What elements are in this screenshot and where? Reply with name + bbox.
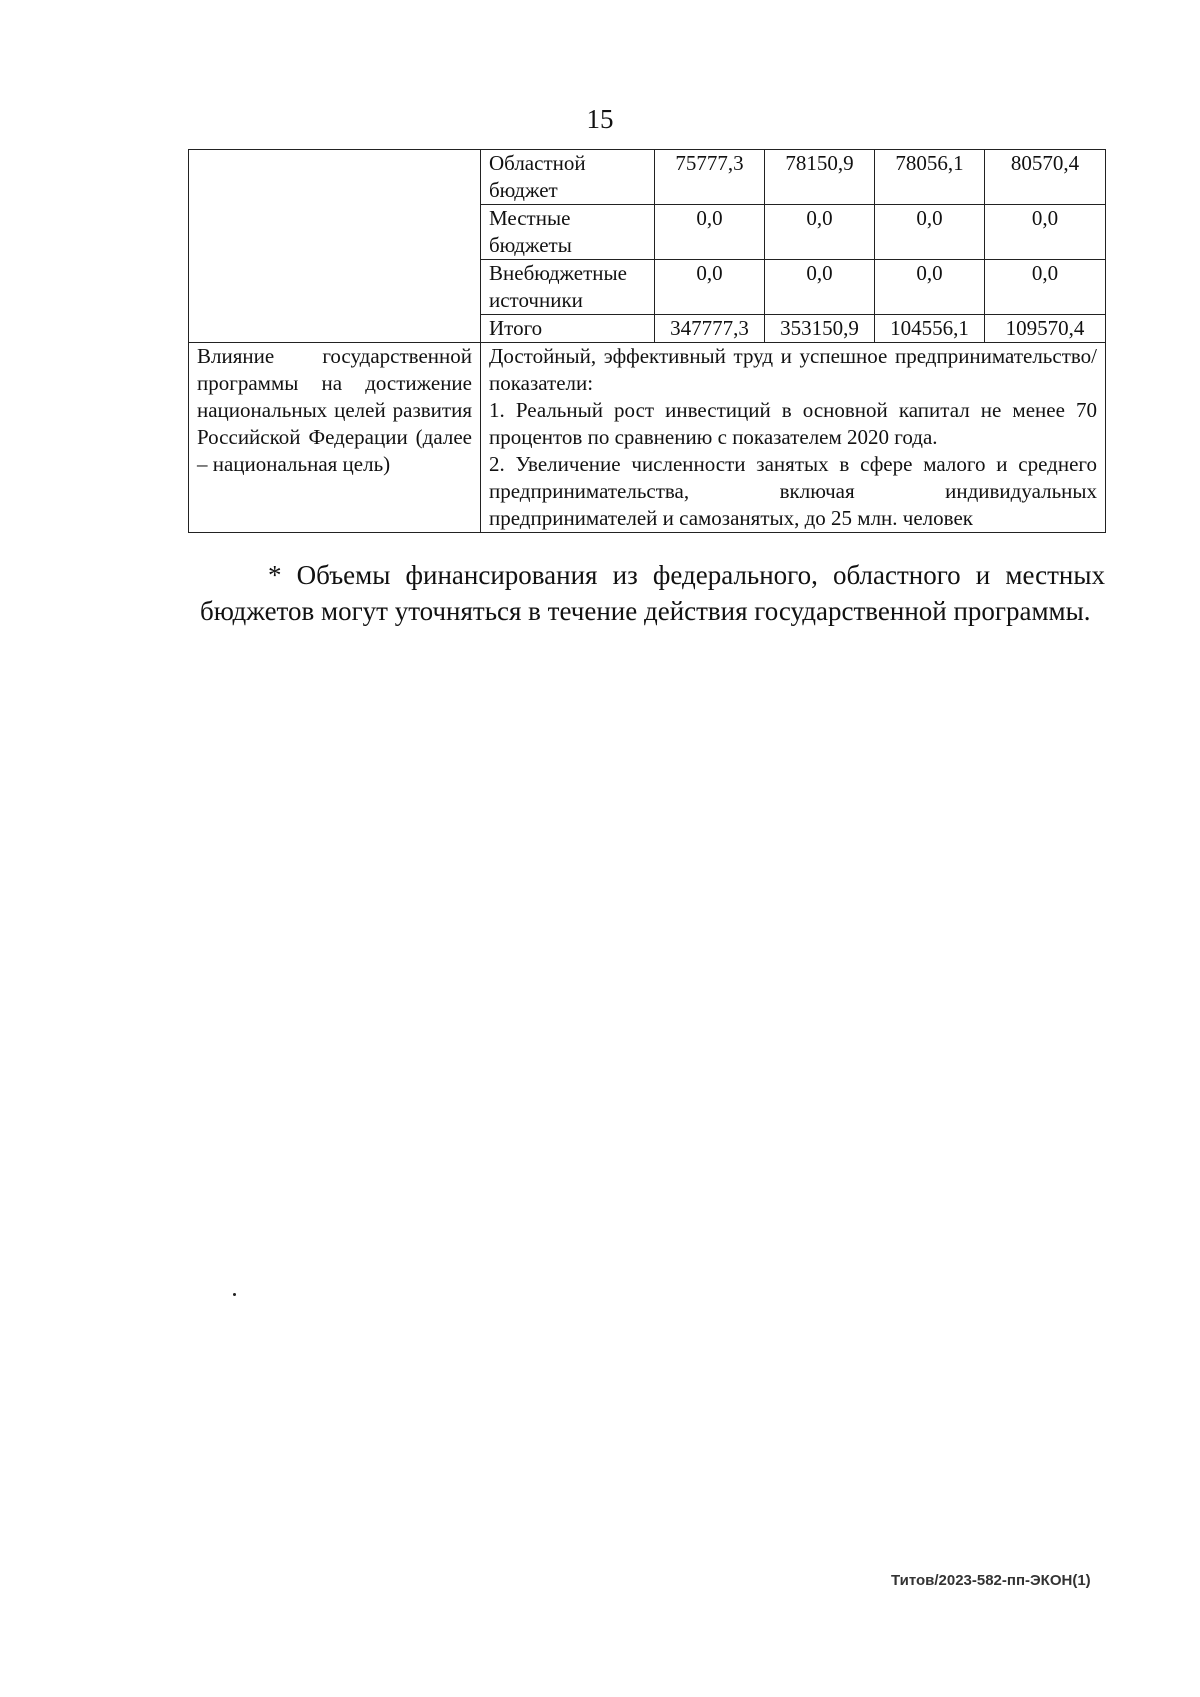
value-cell: 78150,9 [765,150,875,205]
source-label: Итого [481,315,655,343]
impact-description [481,343,1106,533]
impact-label: Влияние государственной программы на достижение национальных целей развития Российской Федерации (далее – национальная цель) [189,343,481,533]
empty-cell [189,150,481,343]
document-code: Титов/2023-582-пп-ЭКОН(1) [891,1572,1091,1589]
value-cell: 0,0 [655,260,765,315]
value-cell: 75777,3 [655,150,765,205]
financing-table [188,149,1106,533]
value-cell: 80570,4 [985,150,1106,205]
value-cell: 78056,1 [875,150,985,205]
table-row-regional-budget [189,150,1106,205]
impact-indicator: 1. Реальный рост инвестиций в основной капитал не менее 70 процентов по сравнению с показателем 2020 года. [489,398,1097,449]
value-cell: 353150,9 [765,315,875,343]
stray-dot [233,1293,236,1296]
funding-footnote: * Объемы финансирования из федерального, областного и местных бюджетов могут уточняться в течение действия государственной программы. [200,560,1105,626]
source-label: Внебюджетные источники [481,260,655,315]
value-cell: 104556,1 [875,315,985,343]
impact-goal-line: Достойный, эффективный труд и успешное предпринимательство/ показатели: [489,344,1097,395]
table-row-national-goal-impact [189,343,1106,533]
value-cell: 0,0 [875,205,985,260]
page-number: 15 [586,104,614,134]
value-cell: 0,0 [985,260,1106,315]
value-cell: 0,0 [875,260,985,315]
value-cell: 0,0 [985,205,1106,260]
value-cell: 0,0 [655,205,765,260]
value-cell: 347777,3 [655,315,765,343]
source-label: Местные бюджеты [481,205,655,260]
source-label: Областной бюджет [481,150,655,205]
value-cell: 0,0 [765,260,875,315]
impact-indicator: 2. Увеличение численности занятых в сфере малого и среднего предпринимательства, включая индивидуальных предпринимателей и самозанятых, до 25 млн. человек [489,452,1097,530]
value-cell: 109570,4 [985,315,1106,343]
value-cell: 0,0 [765,205,875,260]
